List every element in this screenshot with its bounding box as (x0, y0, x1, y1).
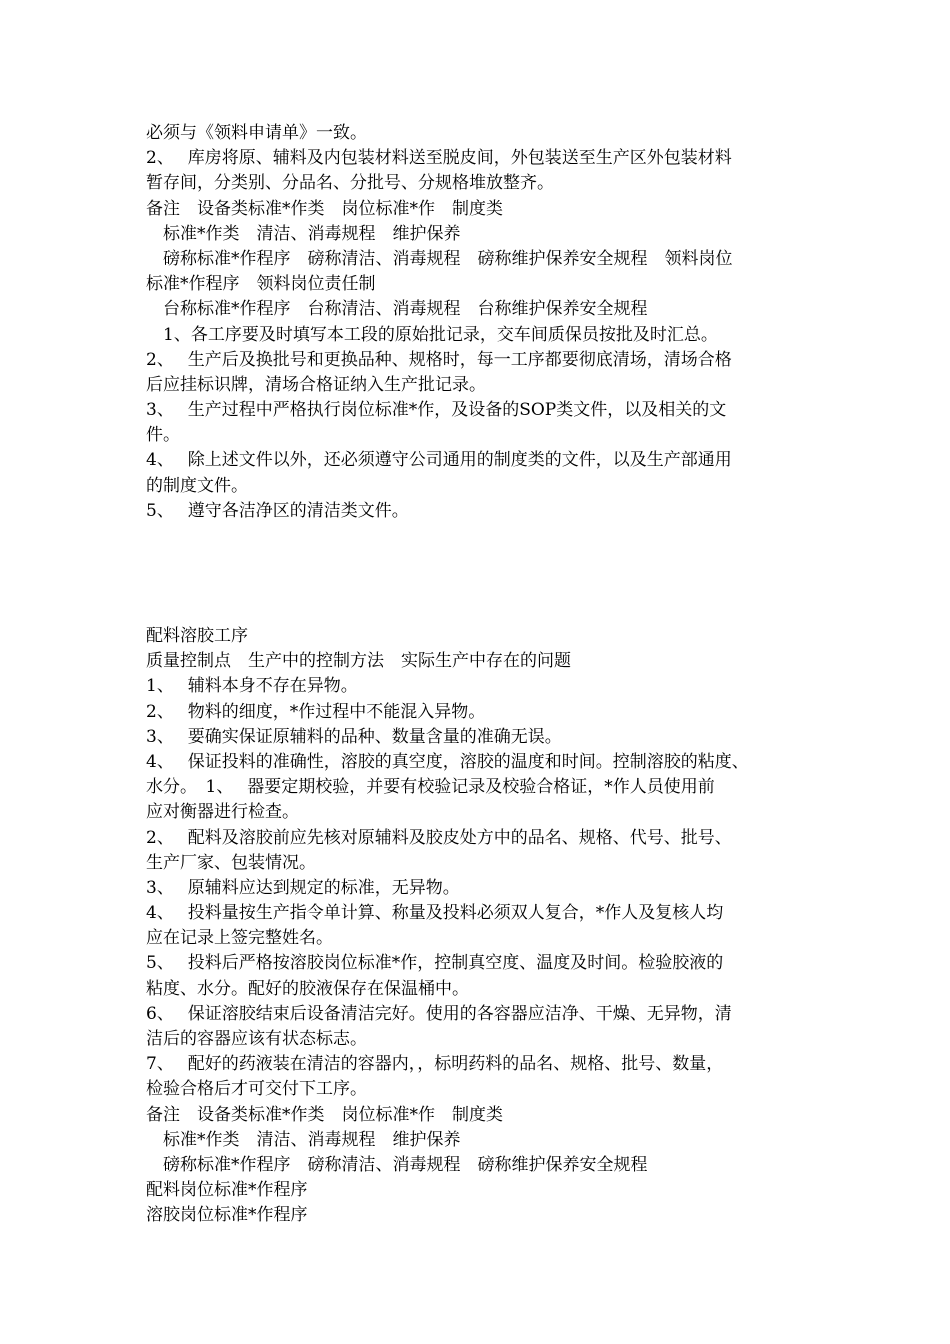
text-line: 暂存间，分类别、分品名、分批号、分规格堆放整齐。 (146, 173, 554, 194)
text-line: 件。 (146, 425, 180, 446)
text-line: 7、 配好的药液装在清洁的容器内，，标明药料的品名、规格、批号、数量， (146, 1054, 724, 1075)
text-line: 5、 遵守各洁净区的清洁类文件。 (146, 500, 409, 521)
section-gap (146, 524, 816, 624)
text-line: 应对衡器进行检查。 (146, 802, 299, 823)
text-line: 6、 保证溶胶结束后设备清洁完好。使用的各容器应洁净、干燥、无异物，清 (146, 1003, 732, 1024)
text-line: 台称标准*作程序 台称清洁、消毒规程 台称维护保养安全规程 (146, 299, 648, 320)
text-line: 2、 物料的细度，*作过程中不能混入异物。 (146, 701, 486, 722)
text-line: 3、 生产过程中严格执行岗位标准*作，及设备的SOP类文件，以及相关的文 (146, 400, 727, 421)
section-heading: 配料溶胶工序 (146, 626, 248, 646)
document-page (146, 121, 816, 1229)
text-line: 检验合格后才可交付下工序。 (146, 1079, 367, 1100)
text-line: 1、 辅料本身不存在异物。 (146, 676, 358, 697)
text-line: 的制度文件。 (146, 475, 248, 496)
section-1 (146, 121, 816, 524)
text-line: 必须与《领料申请单》一致。 (146, 123, 367, 143)
text-line: 标准*作类 清洁、消毒规程 维护保养 (146, 1129, 461, 1150)
text-line: 1、各工序要及时填写本工段的原始批记录，交车间质保员按批及时汇总。 (146, 324, 718, 345)
text-line: 应在记录上签完整姓名。 (146, 928, 333, 949)
text-line: 3、 原辅料应达到规定的标准，无异物。 (146, 877, 460, 898)
text-line: 标准*作类 清洁、消毒规程 维护保养 (146, 223, 461, 244)
text-line: 4、 投料量按生产指令单计算、称量及投料必须双人复合，*作人及复核人均 (146, 903, 724, 924)
text-line: 磅称标准*作程序 磅称清洁、消毒规程 磅称维护保养安全规程 (146, 1154, 648, 1175)
text-line: 标准*作程序 领料岗位责任制 (146, 274, 376, 295)
text-line: 2、 生产后及换批号和更换品种、规格时，每一工序都要彻底清场，清场合格 (146, 349, 732, 370)
text-line: 3、 要确实保证原辅料的品种、数量含量的准确无误。 (146, 726, 562, 747)
text-line: 备注 设备类标准*作类 岗位标准*作 制度类 (146, 1104, 503, 1125)
text-line: 磅称标准*作程序 磅称清洁、消毒规程 磅称维护保养安全规程 领料岗位 (146, 248, 733, 269)
text-line: 2、 配料及溶胶前应先核对原辅料及胶皮处方中的品名、规格、代号、批号、 (146, 827, 732, 848)
text-line: 4、 保证投料的准确性，溶胶的真空度，溶胶的温度和时间。控制溶胶的粘度、 (146, 751, 749, 772)
text-line: 2、 库房将原、辅料及内包装材料送至脱皮间，外包装送至生产区外包装材料 (146, 148, 732, 169)
text-line: 后应挂标识牌，清场合格证纳入生产批记录。 (146, 374, 486, 395)
text-line: 质量控制点 生产中的控制方法 实际生产中存在的问题 (146, 651, 571, 672)
text-line: 5、 投料后严格按溶胶岗位标准*作，控制真空度、温度及时间。检验胶液的 (146, 953, 724, 974)
section-2 (146, 624, 816, 1229)
text-line: 洁后的容器应该有状态标志。 (146, 1029, 367, 1049)
text-line: 生产厂家、包装情况。 (146, 852, 316, 873)
text-line: 粘度、水分。配好的胶液保存在保温桶中。 (146, 978, 469, 999)
text-line: 配料岗位标准*作程序 (146, 1180, 308, 1201)
text-line: 备注 设备类标准*作类 岗位标准*作 制度类 (146, 198, 503, 219)
text-line: 4、 除上述文件以外，还必须遵守公司通用的制度类的文件，以及生产部通用 (146, 450, 732, 471)
text-line: 水分。 1、 器要定期校验，并要有校验记录及校验合格证，*作人员使用前 (146, 777, 715, 798)
text-line: 溶胶岗位标准*作程序 (146, 1205, 308, 1226)
